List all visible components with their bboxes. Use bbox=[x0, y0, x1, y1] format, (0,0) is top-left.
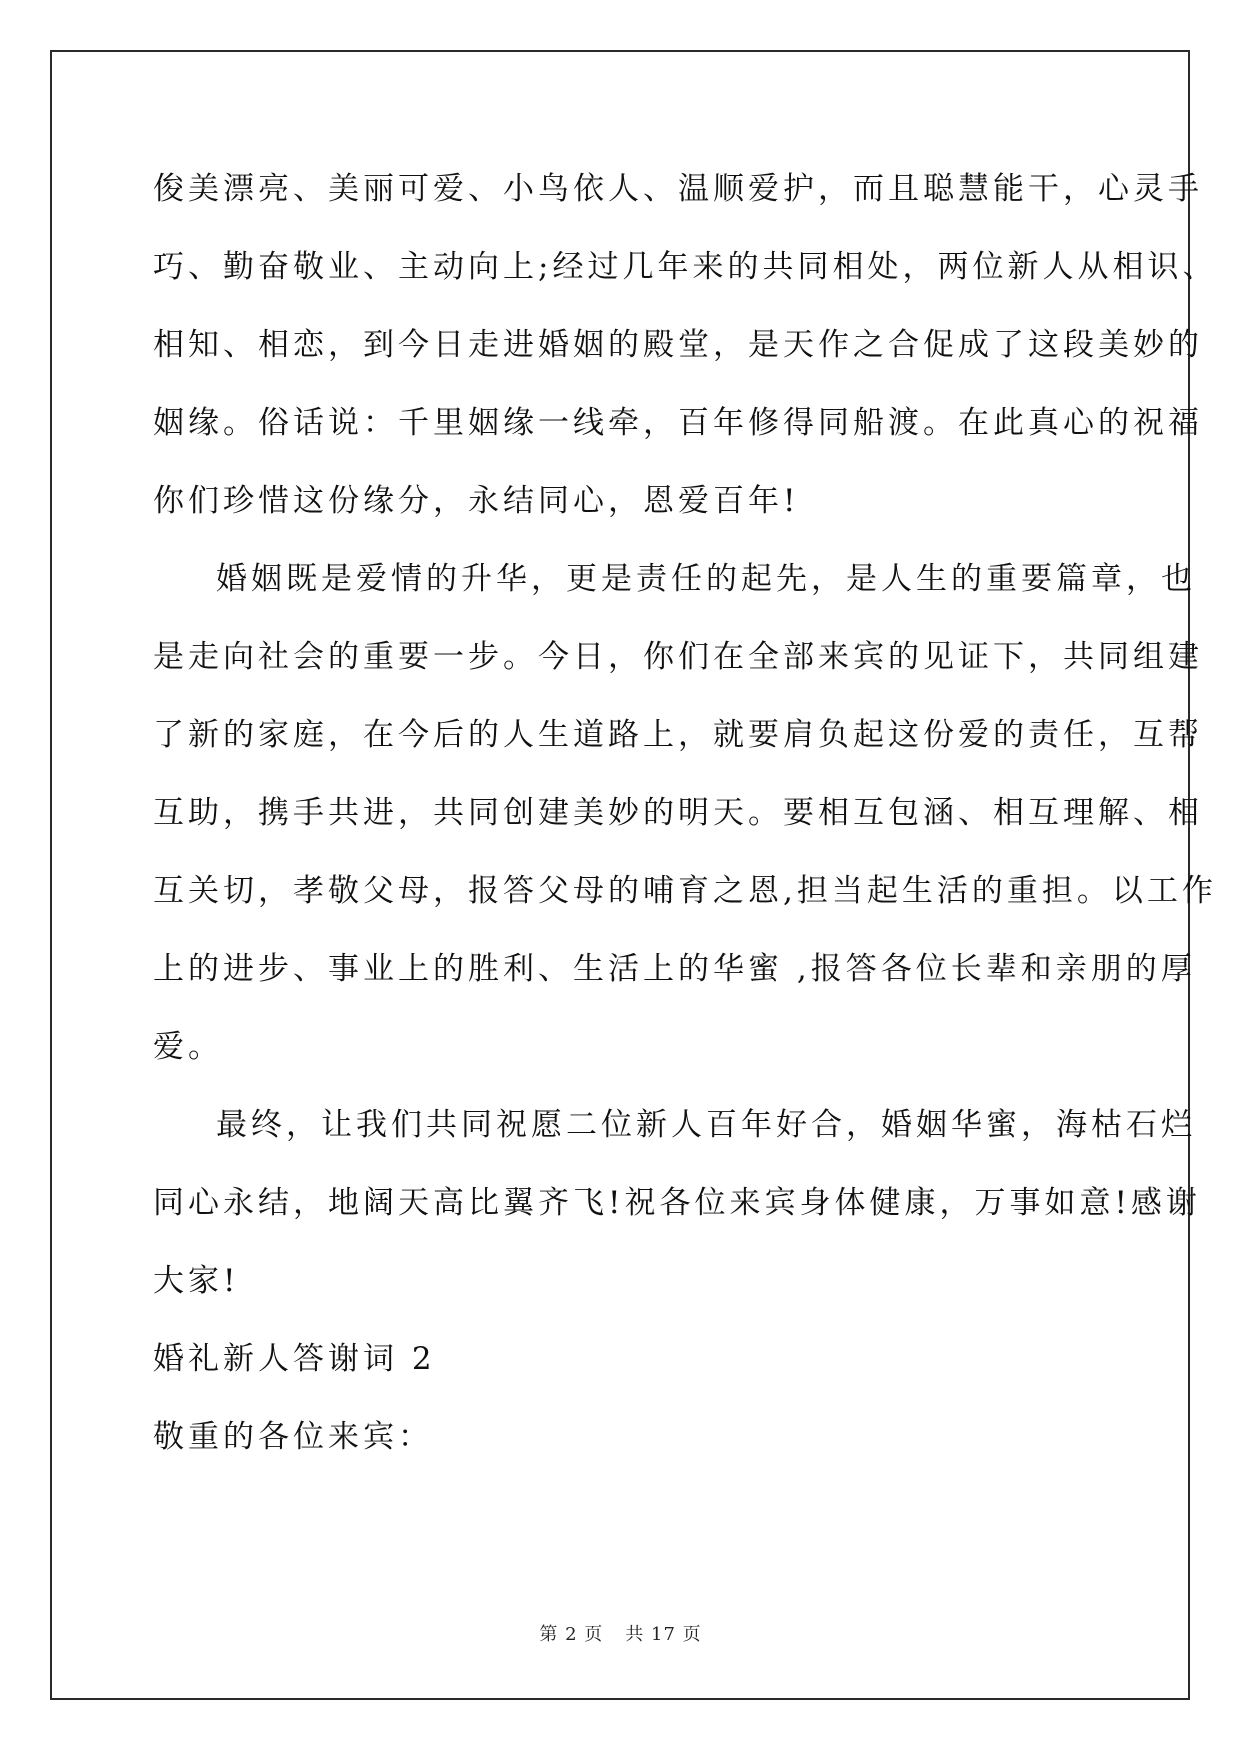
paragraph-first-line: 婚姻既是爱情的升华，更是责任的起先，是人生的重要篇章，也 bbox=[216, 561, 1196, 597]
salutation: 敬重的各位来宾： bbox=[153, 1419, 433, 1455]
text-line: 同心永结，地阔天高比翼齐飞!祝各位来宾身体健康，万事如意!感谢 bbox=[153, 1185, 1201, 1221]
text-line: 你们珍惜这份缘分，永结同心，恩爱百年! bbox=[153, 483, 800, 519]
text-line: 了新的家庭，在今后的人生道路上，就要肩负起这份爱的责任，互帮 bbox=[153, 717, 1203, 753]
text-line: 姻缘。俗话说：千里姻缘一线牵，百年修得同船渡。在此真心的祝福 bbox=[153, 405, 1203, 441]
text-line: 相知、相恋，到今日走进婚姻的殿堂，是天作之合促成了这段美妙的 bbox=[153, 327, 1203, 363]
text-line: 巧、勤奋敬业、主动向上;经过几年来的共同相处，两位新人从相识、 bbox=[153, 249, 1218, 285]
text-line: 是走向社会的重要一步。今日，你们在全部来宾的见证下，共同组建 bbox=[153, 639, 1203, 675]
page-footer bbox=[0, 1620, 1241, 1646]
section-heading: 婚礼新人答谢词 2 bbox=[153, 1341, 436, 1377]
page-number: 第 2 页 bbox=[539, 1624, 604, 1645]
text-line: 爱。 bbox=[153, 1029, 223, 1065]
text-line: 上的进步、事业上的胜利、生活上的华蜜 ,报答各位长辈和亲朋的厚 bbox=[153, 951, 1196, 987]
text-line: 互关切，孝敬父母，报答父母的哺育之恩,担当起生活的重担。以工作 bbox=[153, 873, 1217, 909]
document-body bbox=[153, 150, 1218, 1476]
page-total: 共 17 页 bbox=[625, 1624, 702, 1645]
paragraph-first-line: 最终，让我们共同祝愿二位新人百年好合，婚姻华蜜，海枯石烂 bbox=[216, 1107, 1196, 1143]
text-line: 互助，携手共进，共同创建美妙的明天。要相互包涵、相互理解、相 bbox=[153, 795, 1203, 831]
text-line: 大家! bbox=[153, 1263, 240, 1299]
text-line: 俊美漂亮、美丽可爱、小鸟依人、温顺爱护，而且聪慧能干，心灵手 bbox=[153, 171, 1203, 207]
